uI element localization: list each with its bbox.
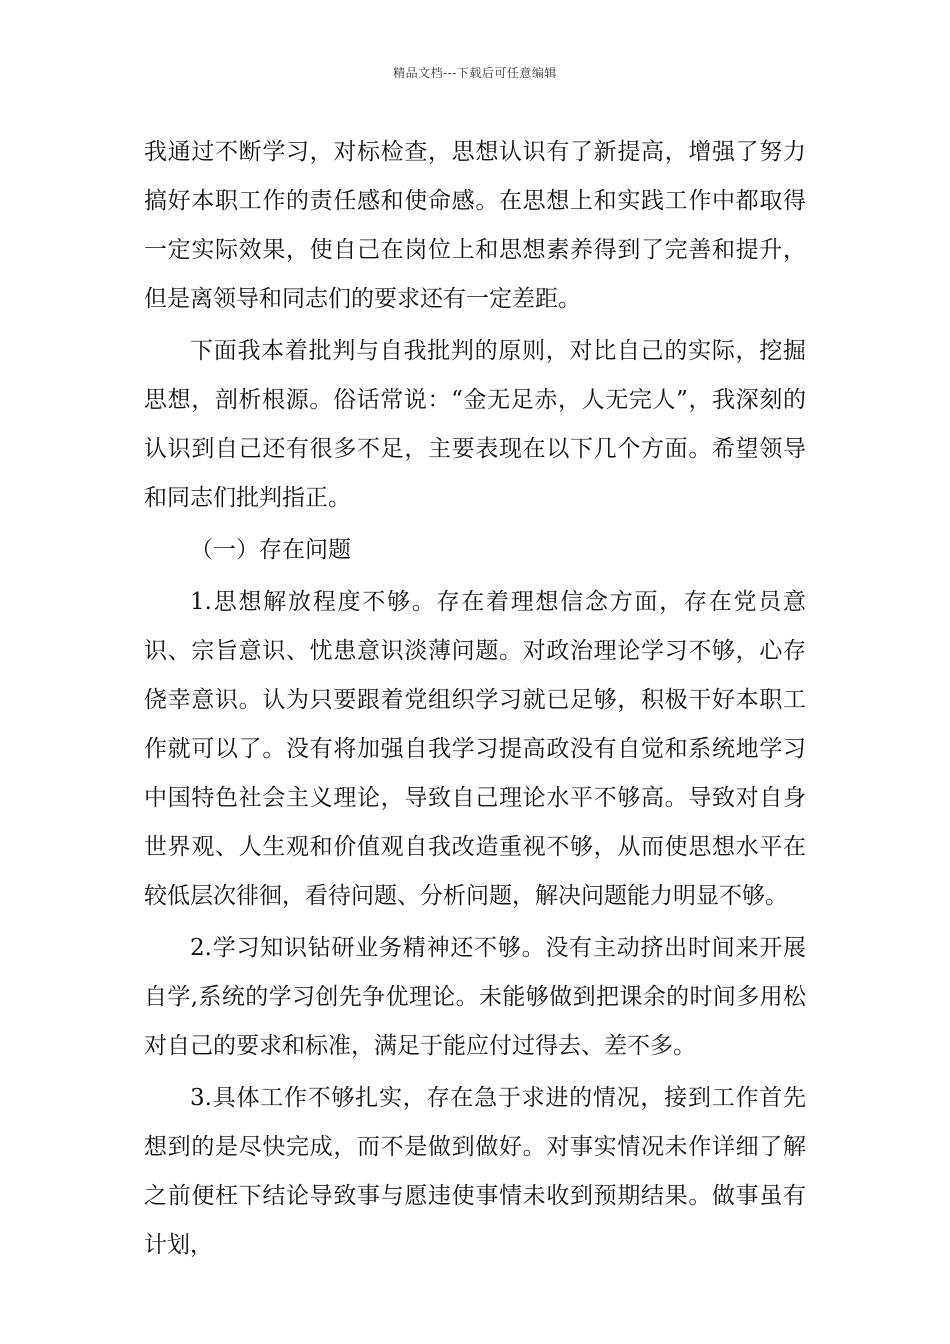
paragraph-problem-1: 1.思想解放程度不够。存在着理想信念方面，存在党员意识、宗旨意识、忧患意识淡薄问题。对政治理论学习不够，心存侥幸意识。认为只要跟着党组织学习就已足够，积极干好本职工作就可以了。没有将加强自我学习提高政没有自觉和系统地学习中国特色社会主义理论，导致自己理论水平不够高。导致对自身世界观、人生观和价值观自我改造重视不够，从而使思想水平在较低层次徘徊，看待问题、分析问题，解决问题能力明显不够。 [144,589,806,909]
paragraph-intro: 我通过不断学习，对标检查，思想认识有了新提高，增强了努力搞好本职工作的责任感和使命感。在思想上和实践工作中都取得一定实际效果，使自己在岗位上和思想素养得到了完善和提升，但是离领导和同志们的要求还有一定差距。 [144,139,806,312]
paragraph-problem-3: 3.具体工作不够扎实，存在急于求进的情况，接到工作首先想到的是尽快完成，而不是做到做好。对事实情况未作详细了解之前便枉下结论导致事与愿违使事情未收到预期结果。做事虽有计划， [144,1085,806,1258]
page-header: 精品文档---下载后可任意编辑 [393,66,557,80]
document-body [144,128,806,1270]
paragraph-problem-2: 2.学习知识钻研业务精神还不够。没有主动挤出时间来开展自学,系统的学习创先争优理论。未能够做到把课余的时间多用松对自己的要求和标准，满足于能应付过得去、差不多。 [144,935,806,1059]
section-heading-existing-problems: （一）存在问题 [190,537,351,563]
paragraph-self-criticism: 下面我本着批判与自我批判的原则，对比自己的实际，挖掘思想，剖析根源。俗话常说：“金无足赤，人无完人”，我深刻的认识到自己还有很多不足，主要表现在以下几个方面。希望领导和同志们批判指正。 [144,338,806,511]
